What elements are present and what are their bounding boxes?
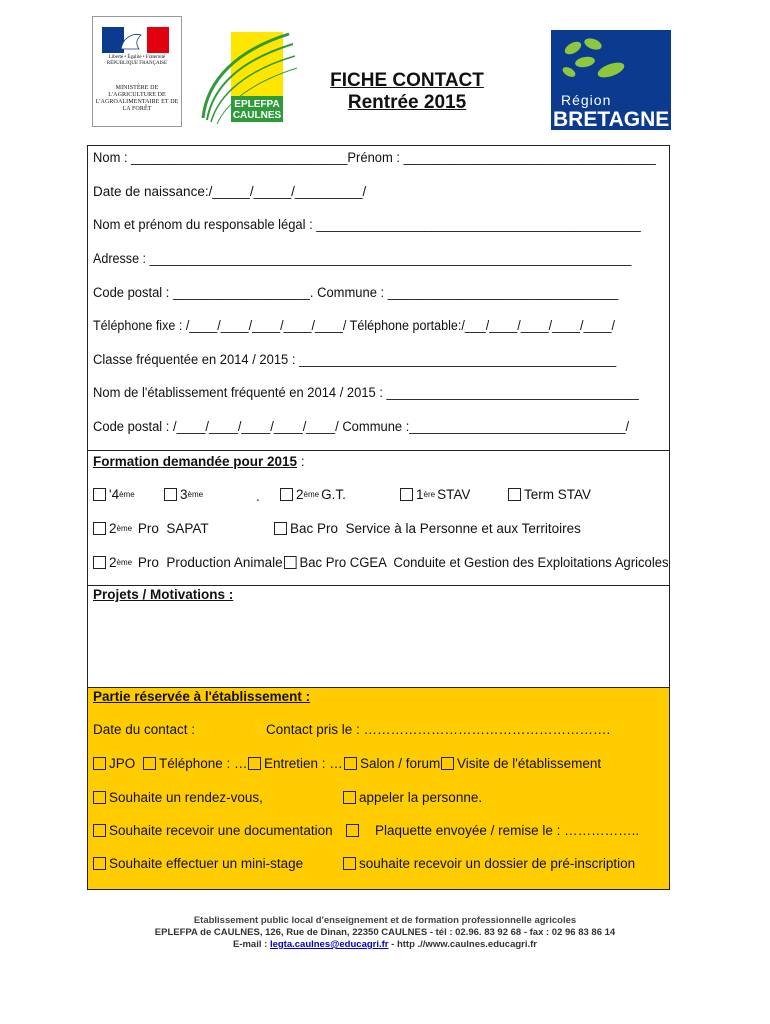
option-entretien[interactable]: Entretien : … — [248, 756, 343, 771]
contact-pris-le-field[interactable]: Contact pris le : ………………………………………………. — [266, 722, 611, 737]
responsable-legal-field[interactable]: Nom et prénom du responsable légal : _____________________________________________ — [93, 217, 641, 232]
checkbox-icon[interactable] — [93, 556, 106, 569]
checkbox-icon[interactable] — [93, 522, 106, 535]
checkbox-icon[interactable] — [93, 488, 106, 501]
title-line1: FICHE CONTACT — [330, 70, 484, 91]
date-contact-label: Date du contact : — [93, 722, 196, 737]
projets-heading: Projets / Motivations : — [93, 587, 234, 602]
code-postal-commune-field[interactable]: Code postal : ___________________. Commune : ________________________________ — [93, 285, 619, 300]
etablissement-field[interactable]: Nom de l'établissement fréquenté en 2014 / 2015 : ___________________________________ — [93, 385, 639, 400]
checkbox-icon[interactable] — [343, 791, 356, 804]
eplefpa-caulnes-logo — [197, 20, 307, 128]
row1-dot: . — [256, 489, 260, 504]
checkbox-icon[interactable] — [164, 488, 177, 501]
checkbox-icon[interactable] — [274, 522, 287, 535]
projets-section[interactable] — [88, 586, 669, 688]
adresse-field[interactable]: Adresse : _____________________________________________________________________ — [93, 251, 632, 266]
identity-section — [88, 146, 669, 451]
option-2eme-gt[interactable]: 2 ème G.T. — [280, 487, 346, 502]
option-visite[interactable]: Visite de l'établissement — [441, 756, 601, 771]
checkbox-icon[interactable] — [508, 488, 521, 501]
eplefpa-logo-line2: CAULNES — [232, 110, 282, 121]
checkbox-icon[interactable] — [441, 757, 454, 770]
email-link[interactable]: legta.caulnes@educagri.fr — [269, 939, 389, 950]
option-appeler[interactable]: appeler la personne. — [343, 790, 482, 805]
option-2eme-pro-production-animale[interactable]: 2 ème Pro Production Animale — [93, 555, 283, 570]
checkbox-icon[interactable] — [346, 824, 359, 837]
checkbox-icon[interactable] — [93, 791, 106, 804]
option-mini-stage[interactable]: Souhaite effectuer un mini-stage — [93, 856, 303, 871]
reserve-section — [88, 688, 669, 889]
checkbox-icon[interactable] — [284, 556, 297, 569]
checkbox-icon[interactable] — [400, 488, 413, 501]
checkbox-icon[interactable] — [93, 757, 106, 770]
option-salon-forum[interactable]: Salon / forum — [344, 756, 440, 771]
option-dossier-pre-inscription[interactable]: souhaite recevoir un dossier de pré-inscription — [343, 856, 635, 871]
option-documentation[interactable]: Souhaite recevoir une documentation — [93, 823, 333, 838]
ministry-logo — [92, 16, 182, 127]
option-telephone[interactable]: Téléphone : … — [143, 756, 248, 771]
nom-prenom-field[interactable]: Nom : ______________________________Prénom : ___________________________________ — [93, 150, 656, 165]
region-bretagne-logo — [551, 30, 671, 130]
option-4eme[interactable]: '4 ème — [93, 487, 137, 502]
code-postal-commune-2-field[interactable]: Code postal : /____/____/____/____/____/ Commune :______________________________/ — [93, 419, 630, 434]
checkbox-icon[interactable] — [143, 757, 156, 770]
checkbox-icon[interactable] — [248, 757, 261, 770]
option-rendez-vous[interactable]: Souhaite un rendez-vous, — [93, 790, 263, 805]
option-2eme-pro-sapat[interactable]: 2 ème Pro SAPAT — [93, 521, 209, 536]
option-bac-pro-cgea[interactable]: Bac Pro CGEA Conduite et Gestion des Exploitations Agricoles — [284, 555, 669, 570]
region-logo-top: Région — [561, 92, 612, 108]
checkbox-icon[interactable] — [93, 824, 106, 837]
classe-frequentee-field[interactable]: Classe fréquentée en 2014 / 2015 : ____________________________________________ — [93, 352, 617, 367]
republic-motto: Liberté • Égalité • Fraternité — [108, 55, 166, 60]
option-bac-pro-sapat[interactable]: Bac Pro Service à la Personne et aux Territoires — [274, 521, 581, 536]
title-line2: Rentrée 2015 — [347, 92, 467, 113]
reserve-heading: Partie réservée à l'établissement : — [93, 689, 311, 704]
footer — [0, 915, 770, 951]
marianne-icon — [115, 29, 155, 51]
formation-heading: Formation demandée pour 2015 : — [93, 454, 305, 469]
checkbox-icon[interactable] — [93, 857, 106, 870]
formation-section — [88, 451, 669, 586]
option-plaquette[interactable]: Plaquette envoyée / remise le : …………….. — [346, 823, 639, 838]
page-title — [322, 70, 492, 114]
footer-line3: E-mail : legta.caulnes@educagri.fr - http .//www.caulnes.educagri.fr — [232, 939, 538, 950]
date-naissance-field[interactable]: Date de naissance:/_____/_____/_________/ — [93, 184, 367, 199]
footer-line1: Etablissement public local d'enseignement et de formation professionnelle agricoles — [193, 915, 577, 926]
checkbox-icon[interactable] — [280, 488, 293, 501]
eplefpa-logo-line1: EPLEFPA — [234, 99, 280, 110]
telephone-field[interactable]: Téléphone fixe : /____/____/____/____/____/ Téléphone portable:/___/____/____/____/____/ — [93, 318, 615, 333]
option-3eme[interactable]: 3 ème — [164, 487, 205, 502]
checkbox-icon[interactable] — [344, 757, 357, 770]
footer-line2: EPLEFPA de CAULNES, 126, Rue de Dinan, 22350 CAULNES - tél : 02.96. 83 92 68 - fax : 02 96 83 86 14 — [154, 927, 616, 938]
option-term-stav[interactable]: Term STAV — [508, 487, 591, 502]
contact-form — [87, 145, 670, 890]
region-logo-bottom: BRETAGNE — [553, 108, 670, 130]
option-1ere-stav[interactable]: 1 ère STAV — [400, 487, 470, 502]
ministry-name: MINISTÈRE DE L'AGRICULTURE DE L'AGROALIMENTAIRE ET DE LA FORÊT — [95, 85, 179, 112]
republic-name: RÉPUBLIQUE FRANÇAISE — [106, 61, 168, 66]
option-jpo[interactable]: JPO — [93, 756, 135, 771]
checkbox-icon[interactable] — [343, 857, 356, 870]
